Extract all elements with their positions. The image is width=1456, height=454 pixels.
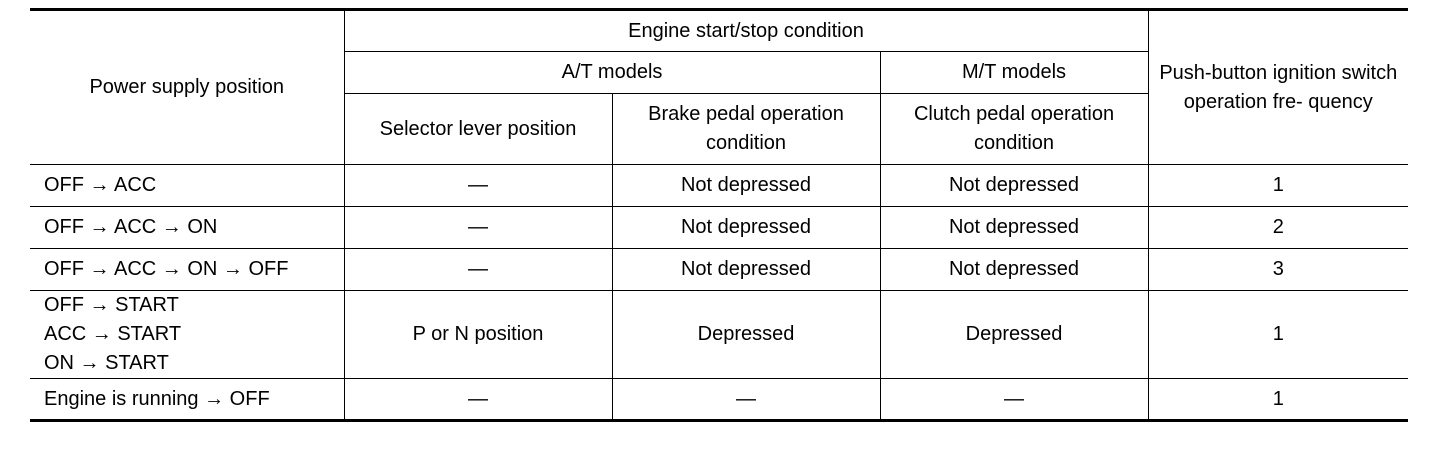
cell-position — [30, 249, 344, 291]
cell-brake: Not depressed — [612, 249, 880, 291]
cell-frequency: 1 — [1148, 291, 1408, 379]
cell-brake: Depressed — [612, 291, 880, 379]
table-row — [30, 291, 1408, 379]
cell-frequency: 1 — [1148, 379, 1408, 421]
position-line: OFF → START — [44, 294, 179, 316]
header-engine-condition: Engine start/stop condition — [344, 10, 1148, 52]
cell-selector: — — [344, 249, 612, 291]
cell-frequency: 1 — [1148, 165, 1408, 207]
position-line: OFF → ACC → ON — [44, 216, 218, 238]
cell-selector: — — [344, 379, 612, 421]
header-selector-lever: Selector lever position — [344, 94, 612, 165]
cell-brake: Not depressed — [612, 207, 880, 249]
position-line: OFF → ACC — [44, 174, 157, 196]
header-power-supply-position: Power supply position — [30, 10, 344, 165]
position-line: OFF → ACC → ON → OFF — [44, 258, 289, 280]
cell-clutch: — — [880, 379, 1148, 421]
cell-clutch: Not depressed — [880, 207, 1148, 249]
header-mt-models: M/T models — [880, 52, 1148, 94]
cell-position — [30, 291, 344, 379]
cell-clutch: Not depressed — [880, 249, 1148, 291]
cell-brake: Not depressed — [612, 165, 880, 207]
position-line: ACC → START — [44, 323, 182, 345]
header-at-models: A/T models — [344, 52, 880, 94]
cell-position — [30, 379, 344, 421]
cell-brake: — — [612, 379, 880, 421]
header-frequency: Push-button ignition switch operation fre- quency — [1148, 10, 1408, 165]
table-row — [30, 249, 1408, 291]
table-row — [30, 379, 1408, 421]
header-clutch-pedal: Clutch pedal operation condition — [880, 94, 1148, 165]
position-line: Engine is running → OFF — [44, 387, 270, 410]
engine-condition-table — [30, 8, 1408, 422]
cell-frequency: 3 — [1148, 249, 1408, 291]
cell-position — [30, 207, 344, 249]
cell-selector: — — [344, 207, 612, 249]
cell-frequency: 2 — [1148, 207, 1408, 249]
cell-clutch: Not depressed — [880, 165, 1148, 207]
cell-clutch: Depressed — [880, 291, 1148, 379]
position-line: ON → START — [44, 352, 169, 374]
table-row — [30, 165, 1408, 207]
table-row — [30, 207, 1408, 249]
cell-selector: P or N position — [344, 291, 612, 379]
cell-position — [30, 165, 344, 207]
header-brake-pedal: Brake pedal operation condition — [612, 94, 880, 165]
cell-selector: — — [344, 165, 612, 207]
